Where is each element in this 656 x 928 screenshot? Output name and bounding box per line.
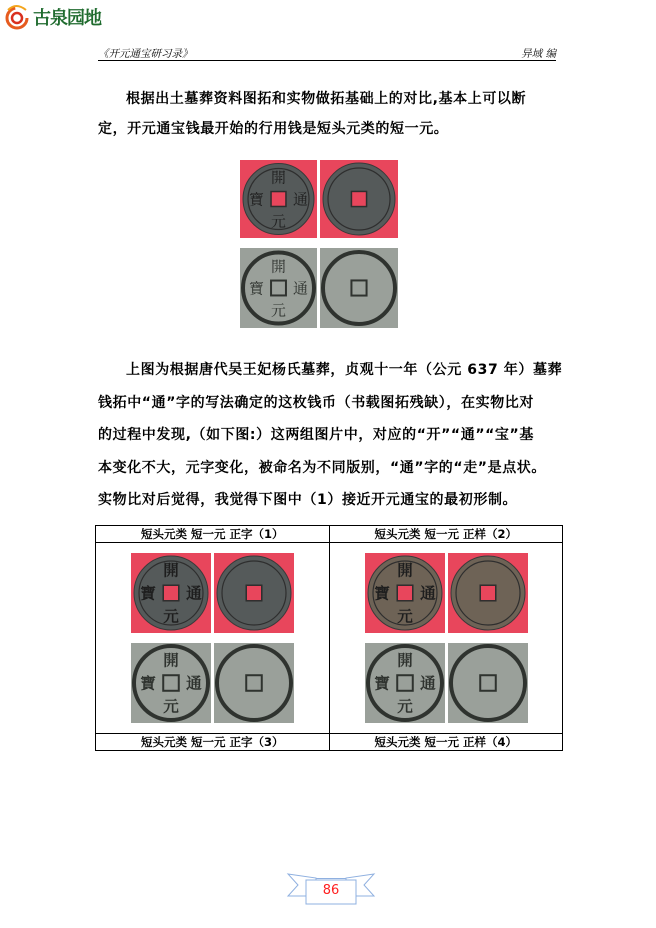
caption-2: 短头元类 短一元 正样（2）	[329, 526, 563, 543]
inscription-char: 開	[271, 168, 286, 187]
inscription-char: 元	[163, 606, 179, 626]
page-number-banner	[276, 868, 386, 906]
coin-images-right	[329, 543, 563, 734]
coin-photo-obverse	[131, 553, 211, 633]
coin-images-left	[96, 543, 330, 734]
text-line: 根据出土墓葬资料图拓和实物做拓基础上的对比,基本上可以断	[126, 91, 527, 107]
logo-text: 古泉园地	[33, 8, 101, 29]
inscription-char: 元	[271, 212, 286, 231]
coin-photo-obverse	[240, 160, 317, 238]
inscription-char: 通	[419, 673, 436, 693]
image-background	[214, 643, 294, 723]
inscription-char: 寶	[249, 279, 264, 298]
coin-photo-reverse	[320, 160, 398, 238]
text-line: 实物比对后觉得，我觉得下图中（1）接近开元通宝的最初形制。	[98, 492, 518, 508]
square-hole	[163, 585, 179, 601]
text-line: 本变化不大，元字变化，被命名为不同版别，“通”字的“走”是点状。	[98, 459, 547, 476]
inscription-char: 開	[396, 650, 413, 670]
square-hole	[271, 192, 286, 207]
coin-rubbing-reverse	[214, 643, 294, 723]
text-line: 钱拓中“通”字的写法确定的这枚钱币（书载图拓残缺），在实物比对	[98, 394, 535, 411]
image-background	[320, 248, 398, 328]
inscription-char: 通	[419, 583, 436, 603]
inscription-char: 寶	[140, 673, 156, 693]
inscription-char: 通	[293, 190, 308, 209]
inscription-char: 通	[186, 673, 202, 693]
coin-photo-reverse	[214, 553, 294, 633]
inscription-char: 通	[186, 583, 202, 603]
inscription-char: 開	[163, 650, 179, 670]
inscription-char: 元	[396, 696, 413, 716]
page-number: 86	[322, 883, 340, 898]
coin-rubbing-reverse	[448, 643, 528, 723]
image-background	[448, 643, 528, 723]
logo-swirl-icon	[4, 4, 30, 30]
inscription-char: 元	[271, 301, 286, 320]
coin-photo-obverse	[365, 553, 445, 633]
square-hole	[351, 191, 366, 206]
inscription-char: 開	[163, 560, 179, 580]
running-header	[98, 46, 556, 61]
text-line: 上图为根据唐代吴王妃杨氏墓葬，贞观十一年（公元 637 年）墓葬	[126, 362, 563, 378]
coin-rubbing-reverse	[320, 248, 398, 328]
inscription-char: 寶	[140, 583, 156, 603]
inscription-char: 通	[293, 279, 308, 298]
text-line: 定，开元通宝钱最开始的行用钱是短头元类的短一元。	[98, 121, 449, 137]
caption-3: 短头元类 短一元 正字（3）	[96, 734, 330, 751]
caption-1: 短头元类 短一元 正字（1）	[96, 526, 330, 543]
coin-rubbing-obverse	[240, 248, 317, 328]
site-logo	[4, 4, 114, 30]
square-hole	[246, 585, 262, 601]
author: 异域 编	[521, 48, 556, 60]
inscription-char: 寶	[373, 673, 390, 693]
paragraph-1	[98, 84, 560, 144]
coin-rubbing-obverse	[365, 643, 445, 723]
book-title: 《开元通宝研习录》	[98, 48, 193, 60]
square-hole	[397, 585, 413, 601]
coin-photo-reverse	[448, 553, 528, 633]
inscription-char: 元	[396, 606, 413, 626]
coin-rubbing-obverse	[131, 643, 211, 723]
inscription-char: 開	[271, 257, 286, 276]
inscription-char: 寶	[373, 583, 390, 603]
inscription-char: 元	[163, 696, 179, 716]
inscription-char: 寶	[249, 190, 264, 209]
square-hole	[480, 585, 496, 601]
inscription-char: 開	[396, 560, 413, 580]
paragraph-2	[98, 354, 563, 517]
caption-4: 短头元类 短一元 正样（4）	[329, 734, 563, 751]
text-line: 的过程中发现,（如下图:）这两组图片中，对应的“开”“通”“宝”基	[98, 427, 534, 443]
coin-comparison-table	[95, 525, 563, 751]
